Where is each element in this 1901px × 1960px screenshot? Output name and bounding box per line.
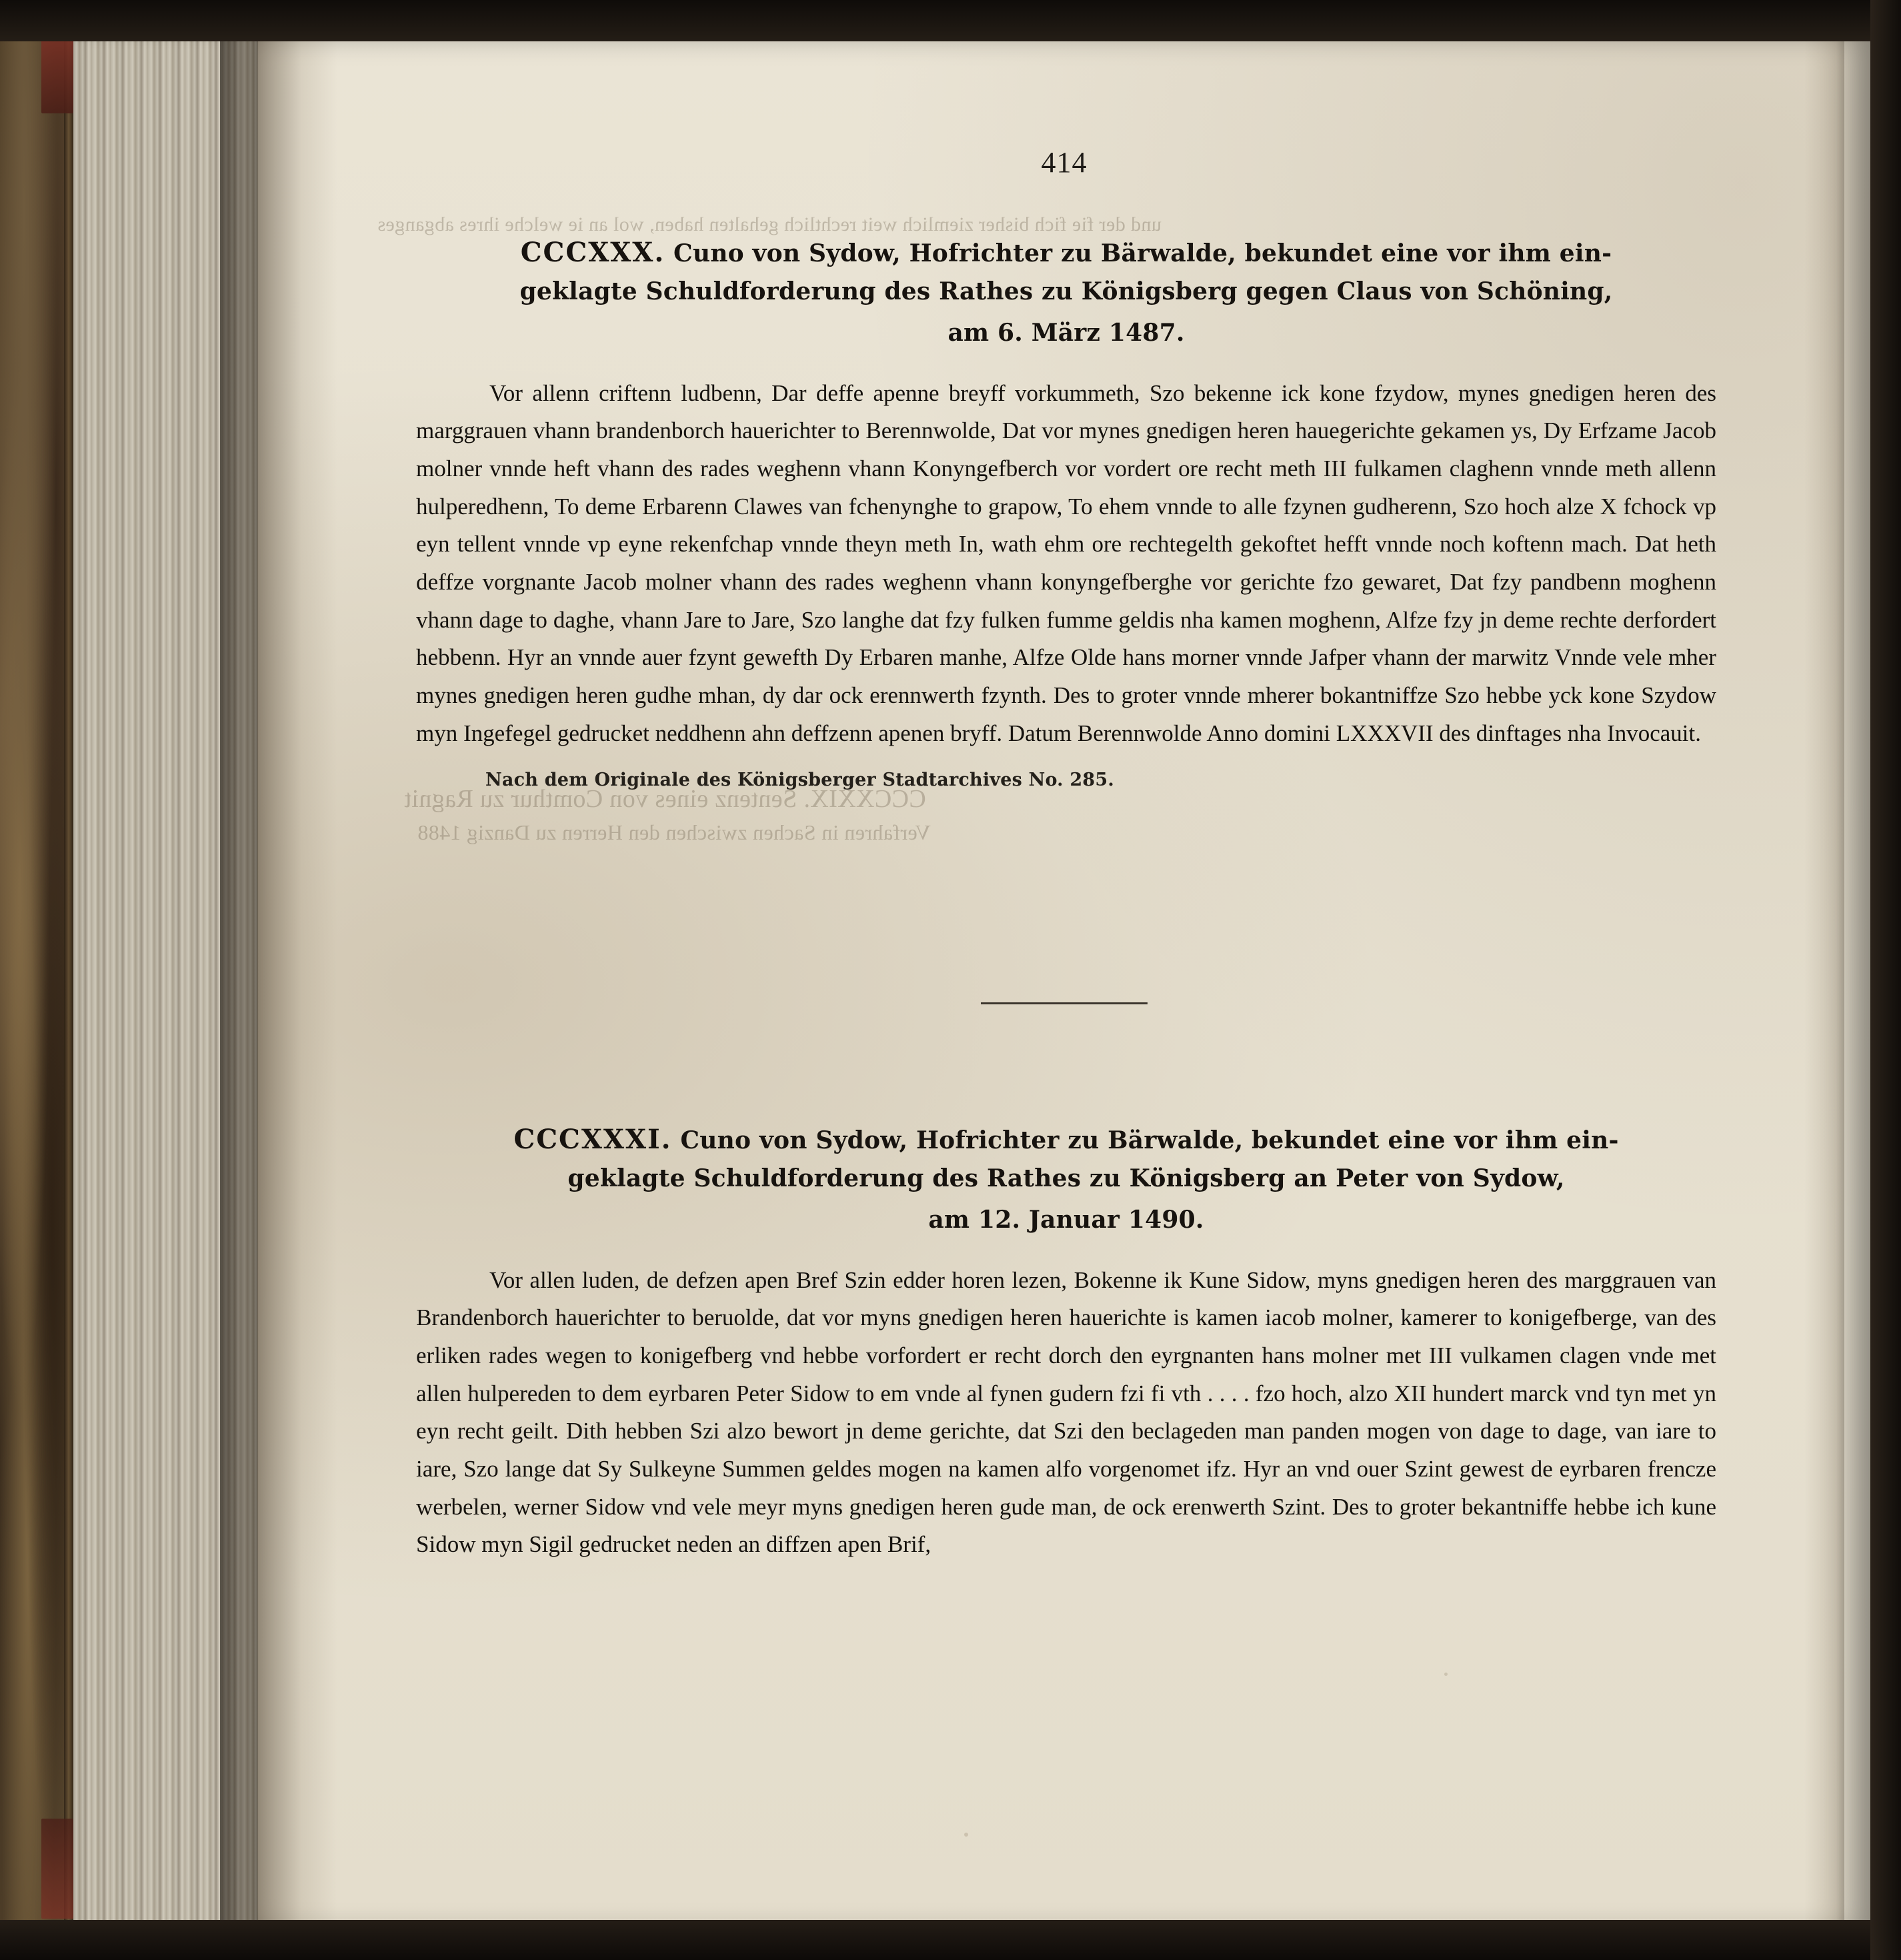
document-1-heading-line2: geklagte Schuldforderung des Rathes zu Königsberg gegen Claus von Schöning, bbox=[519, 277, 1613, 305]
document-2-number: CCCXXXI. bbox=[513, 1124, 672, 1155]
bleedthrough-mid-2: Verfahren in Sachen zwischen den Herren zu Danzig 1488 bbox=[417, 820, 931, 844]
page-number: 414 bbox=[1041, 146, 1088, 179]
document-page bbox=[257, 32, 1871, 1936]
document-1-source-note: Nach dem Originale des Königsberger Stadtarchives No. 285. bbox=[485, 770, 1114, 791]
document-1-heading-date: am 6. März 1487. bbox=[947, 318, 1185, 347]
book-cover-edge bbox=[64, 23, 73, 1943]
spine-label-top bbox=[41, 40, 73, 113]
page-content bbox=[257, 32, 1871, 1936]
bleedthrough-top: und der fie fich bisher ziemlich weit rechtlich gehalten haben, wol an ie welche ihres abganges bbox=[377, 213, 1162, 235]
document-entry-2 bbox=[416, 1119, 1716, 1564]
bleedthrough-mid-1: CCCXXIX. Sentenz eines von Comthur zu Ragnit bbox=[404, 785, 926, 813]
document-2-heading-line2: geklagte Schuldforderung des Rathes zu Königsberg an Peter von Sydow, bbox=[567, 1164, 1565, 1192]
document-1-body bbox=[416, 375, 1716, 753]
document-2-heading bbox=[416, 1119, 1716, 1239]
document-1-heading bbox=[416, 232, 1716, 352]
document-entry-1 bbox=[416, 232, 1716, 790]
document-2-body bbox=[416, 1262, 1716, 1565]
document-1-number: CCCXXX. bbox=[520, 237, 665, 268]
document-1-body-text: Vor allenn criftenn ludbenn, Dar deffe apenne breyff vorkummeth, Szo bekenne ick kone fzydow, mynes gnedigen heren des marggrauen vhann brandenborch hauerichter to Berennwolde, Dat vor mynes gnedigen heren hauegerichte gekamen ys, Dy Erfzame Jacob molner vnnde heft vhann des rades weghenn vhann Konyngefberch vor vordert ore recht meth III fulkamen claghenn vnnde meth allenn hulperedhenn, To deme Erbarenn Clawes van fchenynghe to grapow, To ehem vnnde to alle fzynen gudherenn, Szo hoch alze X fchock vp eyn tellent vnnde vp eyne rekenfchap vnnde theyn meth In, wath ehm ore rechtegelth gekoftet hefft vnnde noch koftenn mach. Dat heth deffze vorgnante Jacob molner vhann des rades weghenn vhann konyngefberghe vor gerichte fzo gewaret, Dat fzy pandbenn moghenn vhann dage to daghe, vhann Jare to Jare, Szo langhe dat fzy fulken fumme geldis nha kamen moghenn, Alfze fzy jn deme rechte derfordert hebbenn. Hyr an vnnde auer fzynt gewefth Dy Erbaren manhe, Alfze Olde hans morner vnnde Jafper vhann der marwitz Vnnde vele mher mynes gnedigen heren gudhe mhan, dy dar ock erennwerth fzynth. Des to groter vnnde mherer bokantniffze Szo hebbe yck kone Szydow myn Ingefegel gedrucket neddhenn ahn deffzenn apenen bryff. Datum Berennwolde Anno domini LXXXVII des dinftages nha Invocauit. bbox=[416, 379, 1716, 746]
document-2-heading-line1: Cuno von Sydow, Hofrichter zu Bärwalde, bekundet eine vor ihm ein- bbox=[680, 1126, 1619, 1154]
spine-label-bottom bbox=[41, 1819, 76, 1919]
section-divider-rule bbox=[981, 1002, 1148, 1004]
document-1-heading-line1: Cuno von Sydow, Hofrichter zu Bärwalde, bekundet eine vor ihm ein- bbox=[673, 239, 1612, 267]
scan-border-top bbox=[0, 0, 1901, 41]
document-2-body-text: Vor allen luden, de defzen apen Bref Szin edder horen lezen, Bokenne ik Kune Sidow, myns gnedigen heren des marggrauen van Brandenborch hauerichter to beruolde, dat vor myns gnedigen heren hauerichte is kamen iacob molner, kamerer to konigefberge, van des erliken rades wegen to konigefberg vnd hebbe vorfordert er recht dorch den eyrgnanten hans molner met III vulkamen clagen vnde met allen hulpereden to dem eyrbaren Peter Sidow to em vnde al fynen gudern fzi fi vth . . . . fzo hoch, alzo XII hundert marck vnd tyn met yn eyn recht geilt. Dith hebben Szi alzo bewort jn deme gerichte, dat Szi den beclageden man panden mogen von dage to dage, van iare to iare, Szo lange dat Sy Sulkeyne Summen geldes mogen na kamen alfo vorgenomet ifz. Hyr an vnd ouer Szint gewest de eyrbaren frencze werbelen, werner Sidow vnd vele meyr myns gnedigen heren gude man, de ock erenwerth Szint. Des to groter bekantniffe hebbe ich kune Sidow myn Sigil gedrucket neden an diffzen apen Brif, bbox=[416, 1266, 1716, 1558]
scan-border-right bbox=[1870, 0, 1901, 1960]
scan-border-bottom bbox=[0, 1920, 1901, 1960]
document-2-heading-date: am 12. Januar 1490. bbox=[928, 1205, 1204, 1234]
